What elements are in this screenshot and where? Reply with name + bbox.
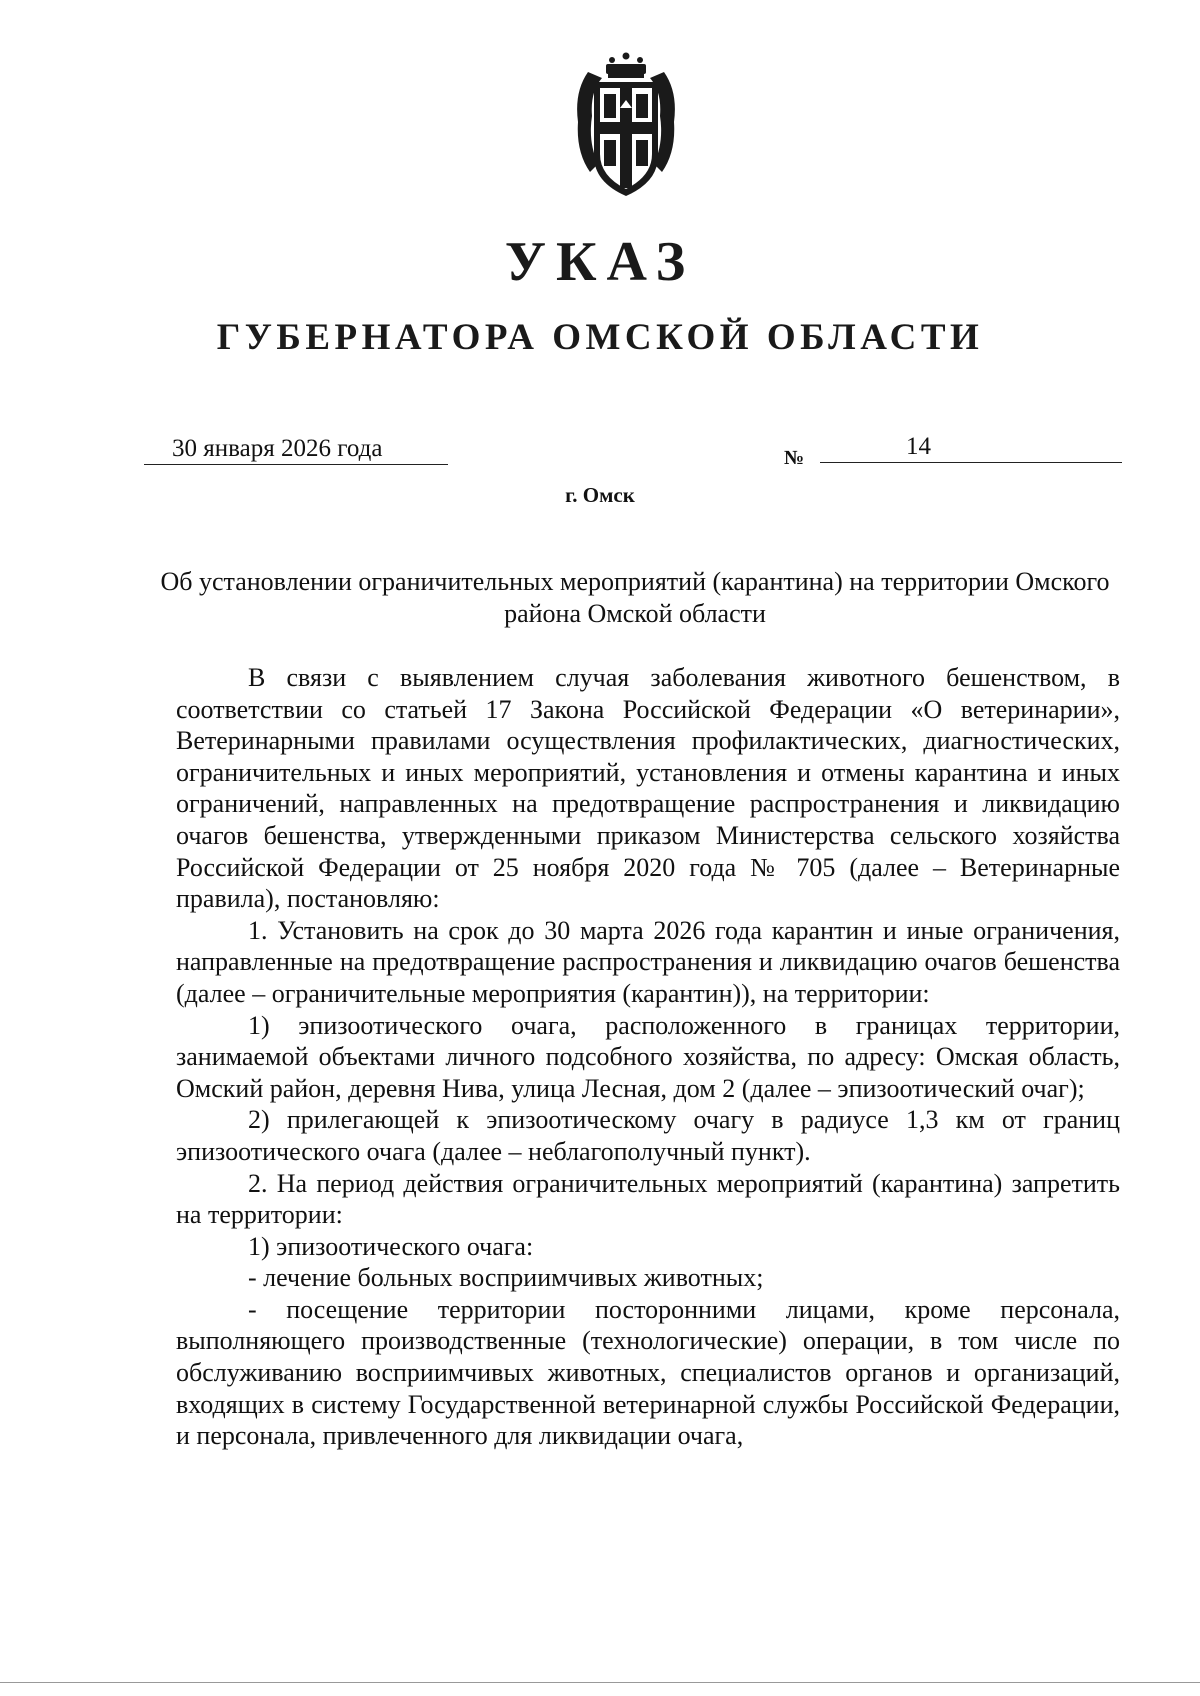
coat-of-arms-icon [568, 52, 684, 200]
decree-number-label: № [784, 447, 805, 469]
decree-body [176, 662, 1120, 1452]
paragraph: - посещение территории посторонними лицами, кроме персонала, выполняющего производственные (технологические) операции, в том числе по обслуживанию восприимчивых животных, специалистов органов и организаций, входящих в систему Государственной ветеринарной службы Российской Федерации, и персонала, привлеченного для ликвидации очага, [176, 1294, 1120, 1451]
paragraph: 2) прилегающей к эпизоотическому очагу в радиусе 1,3 км от границ эпизоотического очага (далее – неблагополучный пункт). [176, 1105, 1120, 1166]
paragraph: 1) эпизоотического очага: [248, 1231, 534, 1261]
decree-heading: Об установлении ограничительных мероприятий (карантина) на территории Омского района Омской области [160, 567, 1110, 628]
paragraph: В связи с выявлением случая заболевания животного бешенством, в соответствии со статьей 17 Закона Российской Федерации «О ветеринарии», Ветеринарными правилами осуществления профилактических, диагностических, ограничительных и иных мероприятий, установления и отмены карантина и иных ограничений, направленных на предотвращение распространения и ликвидацию очагов бешенства, утвержденными приказом Министерства сельского хозяйства Российской Федерации от 25 ноября 2020 года № 705 (далее – Ветеринарные правила), постановляю: [176, 663, 1120, 914]
paragraph: 1. Установить на срок до 30 марта 2026 года карантин и иные ограничения, направленные на предотвращение распространения и ликвидацию очагов бешенства (далее – ограничительные мероприятия (карантин)), на территории: [176, 915, 1120, 1008]
paragraph: 2. На период действия ограничительных мероприятий (карантина) запретить на территории: [176, 1168, 1120, 1230]
paragraph: - лечение больных восприимчивых животных; [248, 1263, 764, 1293]
decree-date: 30 января 2026 года [144, 434, 448, 465]
decree-number: 14 [820, 432, 1122, 463]
document-subtitle: ГУБЕРНАТОРА ОМСКОЙ ОБЛАСТИ [216, 317, 984, 358]
page-bottom-rule [0, 1682, 1200, 1683]
document-title: УКАЗ [504, 231, 696, 293]
paragraph: 1) эпизоотического очага, расположенного в границах территории, занимаемой объектами личного подсобного хозяйства, по адресу: Омская область, Омский район, деревня Нива, улица Лесная, дом 2 (далее – эпизоотический очаг); [176, 1010, 1120, 1103]
decree-place: г. Омск [565, 483, 635, 507]
